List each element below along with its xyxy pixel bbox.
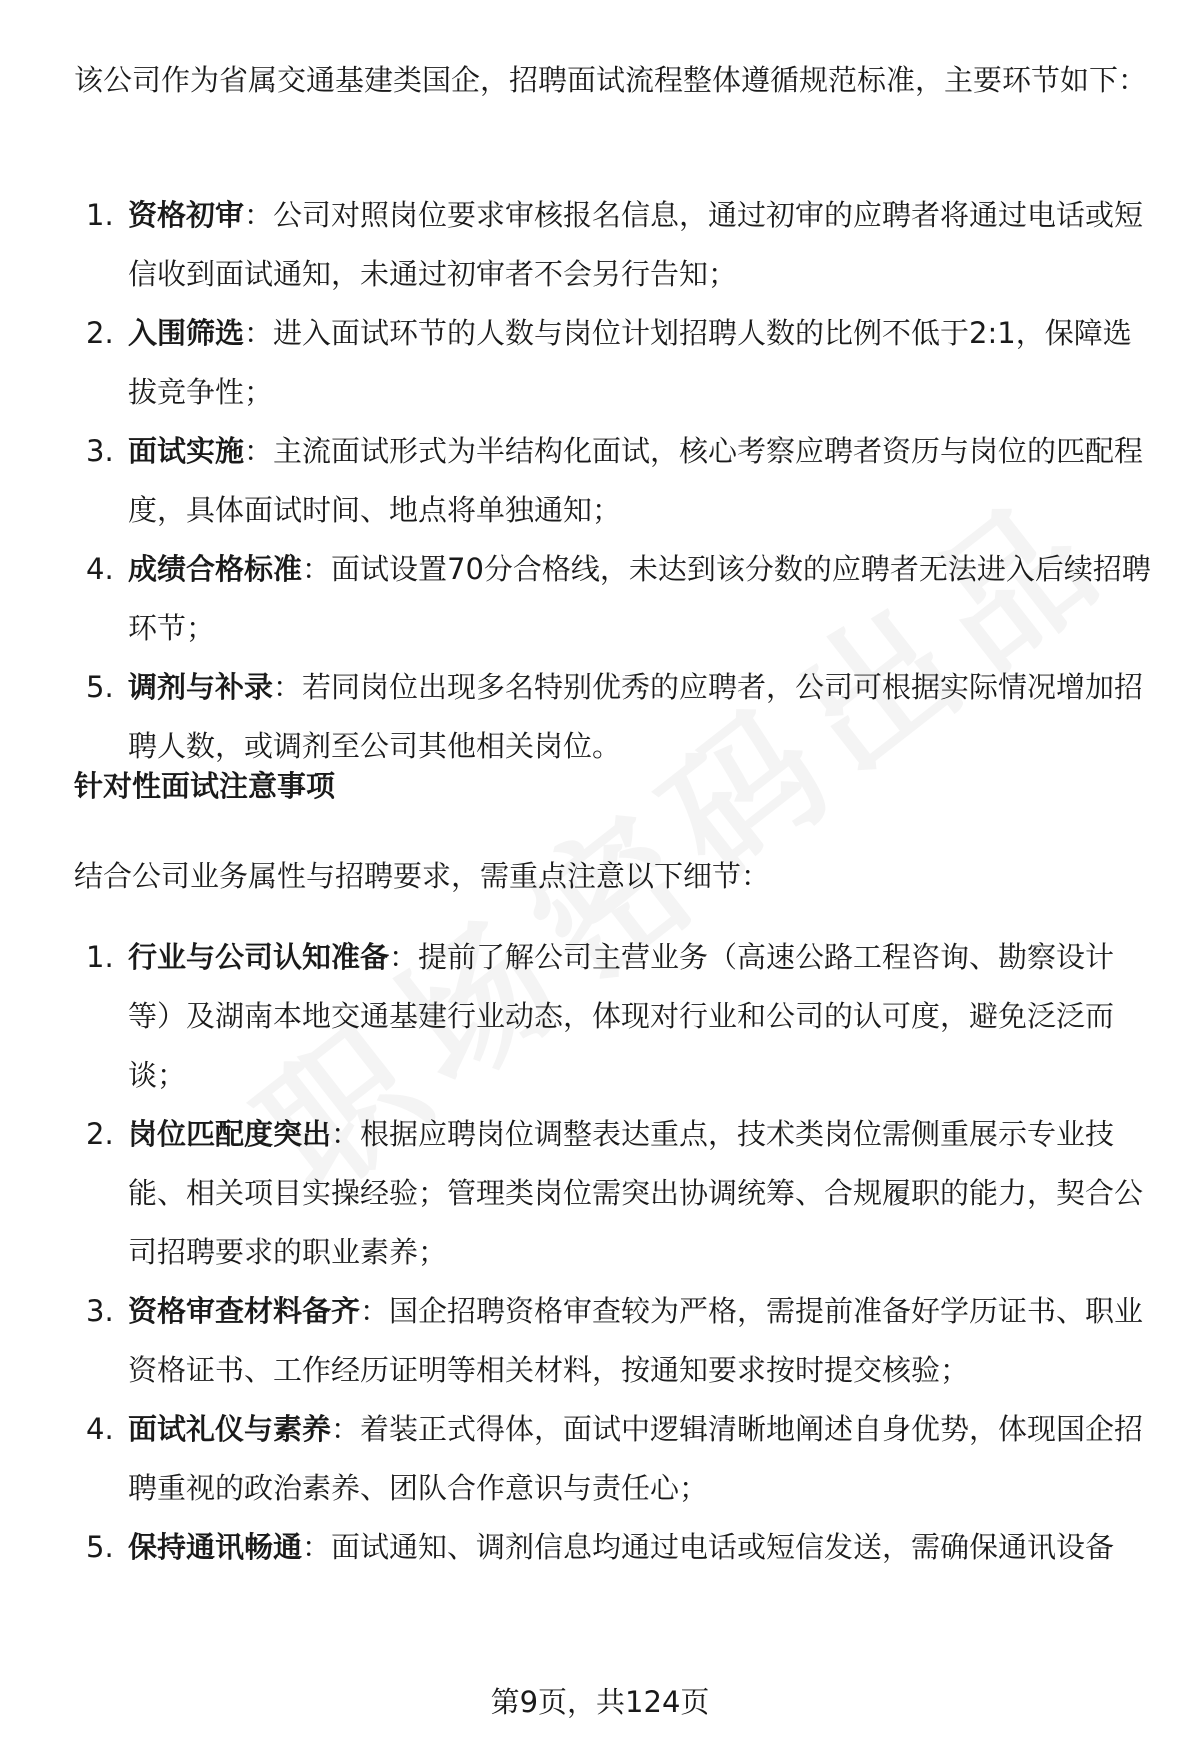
list-item-term: 保持通讯畅通 [128,1530,303,1564]
list-item [0,1105,1200,1282]
list-item-text: ：着装正式得体，面试中逻辑清晰地阐述自身优势，体现国企招聘重视的政治素养、团队合作意识与责任心； [128,1412,1144,1505]
section-intro: 结合公司业务属性与招聘要求，需重点注意以下细节： [74,859,771,893]
list-item-term: 面试实施 [128,434,245,468]
list-item [0,422,1200,540]
process-list [0,186,1200,776]
list-item [0,1518,1200,1577]
list-item-term: 行业与公司认知准备 [128,940,390,974]
list-item-text: ：国企招聘资格审查较为严格，需提前准备好学历证书、职业资格证书、工作经历证明等相关材料，按通知要求按时提交核验； [128,1294,1144,1387]
list-item-number: 2. [86,316,114,350]
list-item-text: ：提前了解公司主营业务（高速公路工程咨询、勘察设计等）及湖南本地交通基建行业动态，体现对行业和公司的认可度，避免泛泛而谈； [128,940,1115,1092]
list-item-term: 资格审查材料备齐 [128,1294,361,1328]
list-item-text: ：面试设置70分合格线，未达到该分数的应聘者无法进入后续招聘环节； [128,552,1151,645]
list-item-number: 2. [86,1117,114,1151]
list-item-number: 1. [86,198,114,232]
list-item-term: 成绩合格标准 [128,552,303,586]
list-item [0,928,1200,1105]
list-item [0,186,1200,304]
list-item-text: ：面试通知、调剂信息均通过电话或短信发送，需确保通讯设备 [302,1530,1115,1564]
list-item-number: 3. [86,1294,114,1328]
list-item-number: 4. [86,1412,114,1446]
list-item [0,1282,1200,1400]
section-heading: 针对性面试注意事项 [74,769,336,803]
list-item-term: 调剂与补录 [128,670,274,704]
list-item-term: 入围筛选 [128,316,245,350]
list-item [0,540,1200,658]
list-item [0,1400,1200,1518]
list-item-text: ：公司对照岗位要求审核报名信息，通过初审的应聘者将通过电话或短信收到面试通知，未通过初审者不会另行告知； [128,198,1144,291]
list-item-term: 资格初审 [128,198,245,232]
list-item-text: ：主流面试形式为半结构化面试，核心考察应聘者资历与岗位的匹配程度，具体面试时间、地点将单独通知； [128,434,1144,527]
list-item-number: 1. [86,940,114,974]
list-item-term: 面试礼仪与素养 [128,1412,332,1446]
list-item-number: 5. [86,1530,114,1564]
list-item-text: ：若同岗位出现多名特别优秀的应聘者，公司可根据实际情况增加招聘人数，或调剂至公司其他相关岗位。 [128,670,1144,763]
list-item [0,304,1200,422]
intro-paragraph: 该公司作为省属交通基建类国企，招聘面试流程整体遵循规范标准，主要环节如下： [74,63,1148,97]
list-item-number: 3. [86,434,114,468]
notes-list [0,928,1200,1577]
list-item-term: 岗位匹配度突出 [128,1117,332,1151]
list-item-text: ：进入面试环节的人数与岗位计划招聘人数的比例不低于2:1，保障选拔竞争性； [128,316,1132,409]
list-item-number: 5. [86,670,114,704]
list-item-number: 4. [86,552,114,586]
page-footer: 第9页，共124页 [490,1685,710,1719]
list-item-text: ：根据应聘岗位调整表达重点，技术类岗位需侧重展示专业技能、相关项目实操经验；管理类岗位需突出协调统筹、合规履职的能力，契合公司招聘要求的职业素养； [128,1117,1144,1269]
